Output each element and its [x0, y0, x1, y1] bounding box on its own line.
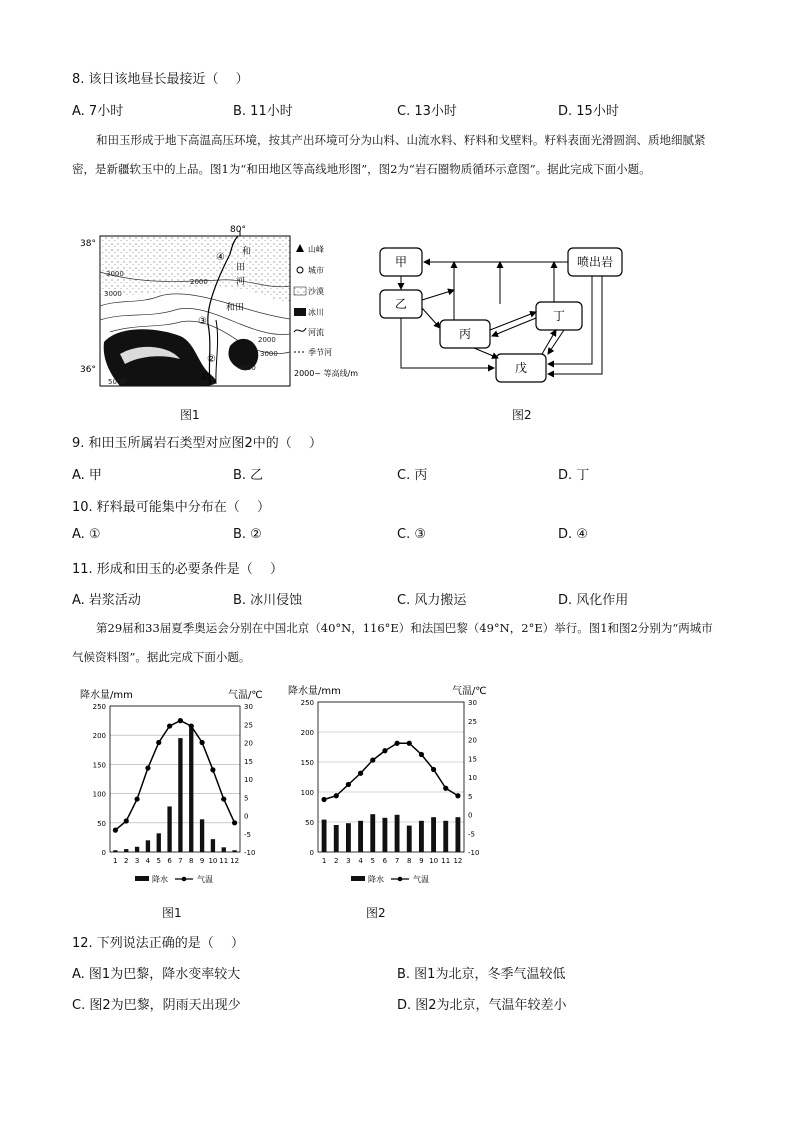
- precip-bar: [222, 847, 226, 852]
- x-tick-label: 7: [394, 857, 400, 865]
- q12-stem: 12. 下列说法正确的是（ ）: [72, 936, 244, 951]
- left-tick-label: 50: [305, 819, 314, 827]
- q12-option-d[interactable]: D. 图2为北京，气温年较差小: [397, 998, 567, 1013]
- right-tick-label: 10: [244, 776, 253, 784]
- right-tick-label: -10: [468, 849, 480, 857]
- ylabel-right: 气温/℃: [228, 690, 263, 701]
- q11-stem: 11. 形成和田玉的必要条件是（ ）: [72, 562, 283, 577]
- temperature-point: [431, 767, 436, 772]
- contour-label: 3000: [260, 350, 278, 358]
- x-tick-label: 10: [429, 857, 439, 865]
- river-label-tian: 田: [236, 263, 246, 273]
- intro-paragraph-2: 第29届和33届夏季奥运会分别在中国北京（40°N，116°E）和法国巴黎（49°N，2°E）举行。图1和图2分别为“两城市气候资料图”。据此完成下面小题。: [72, 621, 713, 664]
- right-tick-label: 30: [468, 699, 477, 707]
- left-tick-label: 100: [300, 789, 314, 797]
- precip-bar: [200, 819, 204, 852]
- point-1: ①: [200, 372, 209, 383]
- legend-temp-label: 气温: [413, 875, 429, 884]
- x-tick-label: 4: [145, 857, 151, 865]
- x-tick-label: 8: [189, 857, 194, 865]
- temperature-point: [321, 797, 326, 802]
- x-tick-label: 6: [382, 857, 388, 865]
- right-tick-label: -10: [244, 849, 256, 857]
- precip-bar: [178, 738, 182, 852]
- x-tick-label: 7: [178, 857, 183, 865]
- temperature-point: [419, 752, 424, 757]
- q11-option-d[interactable]: D. 风化作用: [558, 593, 629, 608]
- precip-bar: [346, 823, 351, 852]
- precip-bar: [407, 826, 412, 852]
- temperature-point: [199, 740, 204, 745]
- fig1-caption: 图1: [180, 408, 200, 422]
- left-tick-label: 250: [300, 699, 314, 707]
- right-tick-label: 20: [468, 736, 477, 745]
- label-bing: 丙: [458, 327, 472, 341]
- legend-city: 城市: [308, 266, 324, 275]
- right-tick-label: 5: [244, 794, 249, 803]
- temperature-point: [189, 723, 194, 728]
- temperature-point: [124, 818, 129, 823]
- river-label-river: 河: [236, 277, 246, 287]
- q9-option-d[interactable]: D. 丁: [558, 468, 590, 483]
- precip-bar: [232, 850, 236, 852]
- legend-peak: 山峰: [308, 245, 324, 254]
- label-ding: 丁: [552, 309, 566, 323]
- x-tick-label: 12: [230, 857, 240, 865]
- precip-bar: [455, 817, 460, 852]
- precip-bar: [370, 814, 375, 852]
- q11-option-c[interactable]: C. 风力搬运: [397, 593, 467, 608]
- temperature-point: [145, 765, 150, 770]
- contour-label: 3000: [106, 270, 124, 278]
- left-tick-label: 0: [309, 849, 314, 857]
- precip-bar: [135, 847, 139, 852]
- q9-option-b[interactable]: B. 乙: [233, 468, 264, 483]
- right-tick-label: 25: [468, 717, 477, 726]
- left-tick-label: 150: [300, 759, 314, 767]
- q10-stem: 10. 籽料最可能集中分布在（ ）: [72, 500, 270, 515]
- right-tick-label: -5: [244, 830, 251, 839]
- temperature-point: [346, 782, 351, 787]
- temperature-point: [382, 748, 387, 753]
- q10-option-c[interactable]: C. ③: [397, 527, 426, 542]
- lat-bottom-label: 36°: [80, 365, 96, 375]
- x-tick-label: 4: [358, 857, 363, 865]
- x-tick-label: 11: [441, 857, 451, 865]
- intro-paragraph-1: 和田玉形成于地下高温高压环境，按其产出环境可分为山料、山流水料、籽料和戈壁料。籽料表面光滑圆润、质地细腻紧密，是新疆软玉中的上品。图1为“和田地区等高线地形图”，图2为“岩石圈物质循环示意图”。据此完成下面小题。: [72, 133, 706, 176]
- q12-option-c[interactable]: C. 图2为巴黎，阴雨天出现少: [72, 998, 241, 1013]
- legend-temp-label: 气温: [197, 875, 213, 884]
- precip-bar: [395, 815, 400, 852]
- left-tick-label: 200: [300, 729, 314, 737]
- x-tick-label: 3: [346, 857, 351, 865]
- precip-bar: [189, 728, 193, 852]
- right-tick-label: 10: [468, 774, 477, 782]
- temperature-point: [455, 793, 460, 798]
- city-icon: [297, 267, 303, 273]
- temperature-point: [221, 796, 226, 801]
- climate-chart-1: [78, 682, 268, 894]
- ylabel-left: 降水量/mm: [288, 686, 341, 697]
- temperature-line: [324, 743, 458, 799]
- q8-option-b[interactable]: B. 11小时: [233, 104, 293, 119]
- q9-option-a[interactable]: A. 甲: [72, 468, 102, 483]
- left-tick-label: 100: [92, 790, 106, 799]
- point-2: ②: [207, 354, 216, 365]
- x-tick-label: 3: [134, 857, 140, 865]
- temperature-point: [334, 793, 339, 798]
- temperature-point: [394, 741, 399, 746]
- lat-top-label: 38°: [80, 239, 96, 249]
- glacier-icon: [294, 308, 306, 316]
- legend-temp-marker: [182, 877, 187, 882]
- temperature-point: [113, 828, 118, 833]
- precip-bar: [443, 821, 448, 852]
- hetian-topo-map: [80, 224, 380, 400]
- contour-label: 5000: [108, 378, 126, 386]
- q9-option-c[interactable]: C. 丙: [397, 468, 428, 483]
- legend-precip-swatch: [135, 876, 149, 881]
- point-4: ④: [216, 252, 225, 263]
- legend-seasonal-river: 季节河: [308, 348, 332, 357]
- precip-bar: [124, 849, 128, 852]
- x-tick-label: 10: [208, 857, 218, 865]
- desert-icon: [294, 287, 306, 295]
- label-yi: 乙: [394, 297, 408, 311]
- climate-chart-2: [284, 676, 494, 894]
- precip-bar: [167, 806, 171, 852]
- precip-bar: [419, 821, 424, 852]
- precip-bar: [358, 821, 363, 852]
- q8-option-c[interactable]: C. 13小时: [397, 104, 457, 119]
- right-tick-label: 0: [244, 812, 249, 821]
- x-tick-label: 5: [156, 857, 161, 865]
- x-tick-label: 2: [334, 857, 339, 865]
- temperature-line: [115, 721, 234, 831]
- x-tick-label: 5: [370, 857, 375, 865]
- legend-precip-label: 降水: [152, 875, 168, 884]
- legend-precip-label: 降水: [368, 875, 384, 884]
- peak-icon: [296, 244, 304, 252]
- q12-option-a[interactable]: A. 图1为巴黎，降水变率较大: [72, 967, 241, 982]
- precip-bar: [334, 825, 339, 852]
- temperature-point: [178, 718, 183, 723]
- right-tick-label: 25: [244, 721, 253, 730]
- river-label-he: 和: [242, 247, 252, 257]
- right-tick-label: 15: [244, 757, 253, 766]
- q10-option-a[interactable]: A. ①: [72, 527, 101, 542]
- precip-bar: [382, 818, 387, 852]
- plot-frame: [318, 702, 464, 852]
- x-tick-label: 12: [453, 857, 463, 865]
- precip-bar: [157, 833, 161, 852]
- precip-bar: [431, 817, 436, 852]
- legend-temp-marker: [398, 877, 403, 882]
- river-label-hetian: 和田: [226, 303, 245, 313]
- precip-bar: [146, 840, 150, 852]
- precip-bar: [322, 820, 327, 852]
- contour-label: 4000: [238, 364, 256, 372]
- q9-stem: 9. 和田玉所属岩石类型对应图2中的（ ）: [72, 436, 322, 451]
- chart1-caption: 图1: [162, 906, 182, 920]
- q12-option-b[interactable]: B. 图1为北京，冬季气温较低: [397, 967, 566, 982]
- temperature-point: [232, 820, 237, 825]
- temperature-point: [370, 758, 375, 763]
- q10-option-b[interactable]: B. ②: [233, 527, 262, 542]
- left-tick-label: 150: [92, 761, 106, 770]
- ylabel-right: 气温/℃: [452, 686, 487, 697]
- left-tick-label: 250: [92, 703, 106, 711]
- legend-precip-swatch: [351, 876, 365, 881]
- fig2-caption: 图2: [512, 408, 532, 422]
- x-tick-label: 9: [419, 857, 424, 865]
- q8-option-d[interactable]: D. 15小时: [558, 104, 619, 119]
- q11-option-a[interactable]: A. 岩浆活动: [72, 593, 141, 608]
- temperature-point: [443, 786, 448, 791]
- temperature-point: [407, 741, 412, 746]
- precip-bar: [113, 850, 117, 852]
- x-tick-label: 1: [113, 857, 118, 865]
- river-icon: [294, 328, 306, 332]
- right-tick-label: 15: [468, 755, 477, 764]
- right-tick-label: 0: [468, 811, 473, 820]
- x-tick-label: 9: [199, 857, 205, 865]
- label-wu: 戊: [514, 361, 528, 375]
- contour-label: 2000: [190, 278, 208, 286]
- legend-desert: 沙漠: [308, 287, 324, 296]
- plot-frame: [110, 706, 240, 852]
- q8-stem: 8. 该日该地昼长最接近（ ）: [72, 72, 249, 87]
- x-tick-label: 1: [321, 857, 327, 865]
- chart2-caption: 图2: [366, 906, 386, 920]
- label-jia: 甲: [394, 255, 408, 269]
- q8-option-a[interactable]: A. 7小时: [72, 104, 124, 119]
- contour-label: 2000: [258, 336, 276, 344]
- left-tick-label: 200: [92, 732, 106, 741]
- x-tick-label: 2: [124, 857, 129, 865]
- lon-label: 80°: [230, 225, 246, 235]
- left-tick-label: 50: [97, 819, 106, 828]
- right-tick-label: 20: [244, 739, 253, 748]
- legend-contour: 2000~ 等高线/m: [294, 369, 359, 378]
- x-tick-label: 11: [219, 857, 229, 865]
- q10-option-d[interactable]: D. ④: [558, 527, 588, 542]
- temperature-point: [156, 740, 161, 745]
- temperature-point: [134, 796, 139, 801]
- right-tick-label: 30: [244, 703, 253, 711]
- temperature-point: [167, 723, 172, 728]
- right-tick-label: 5: [468, 792, 473, 801]
- ylabel-left: 降水量/mm: [80, 690, 133, 701]
- x-tick-label: 8: [407, 857, 412, 865]
- temperature-point: [358, 771, 363, 776]
- contour-label: 3000: [104, 290, 122, 298]
- left-tick-label: 0: [101, 849, 106, 857]
- label-extrusive: 喷出岩: [576, 255, 614, 269]
- rock-cycle-diagram: [374, 240, 634, 390]
- legend-glacier: 冰川: [308, 308, 324, 317]
- x-tick-label: 6: [167, 857, 172, 865]
- point-3: ③: [198, 316, 207, 327]
- q11-option-b[interactable]: B. 冰川侵蚀: [233, 593, 303, 608]
- temperature-point: [210, 767, 215, 772]
- right-tick-label: -5: [468, 830, 475, 839]
- precip-bar: [211, 839, 215, 852]
- legend-river: 河流: [308, 328, 324, 337]
